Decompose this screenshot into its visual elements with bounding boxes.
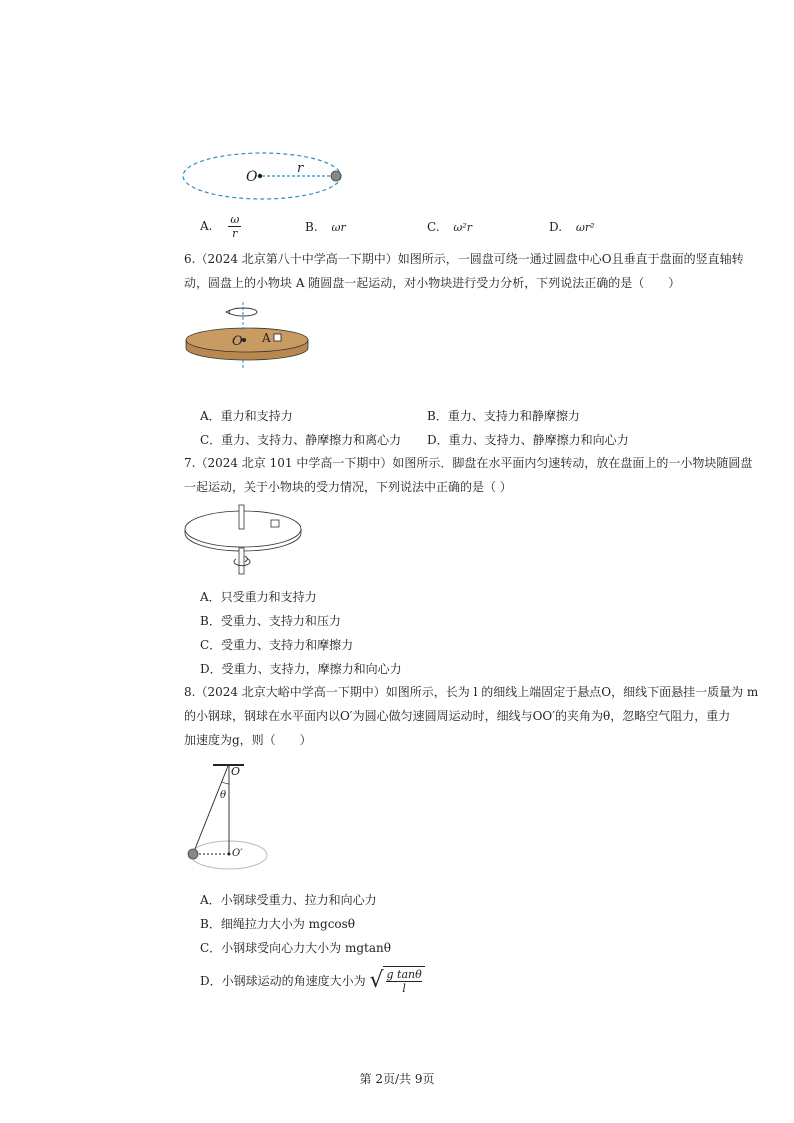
q6-option-b[interactable]: B．重力、支持力和静摩擦力	[427, 409, 580, 423]
center-dot	[228, 853, 231, 856]
q8-option-d[interactable]: D．小钢球运动的角速度大小为 √ $\frac{\text{g tanθ}}{l}$	[200, 966, 425, 995]
fraction: $\frac{\omega}{r}$	[230, 213, 240, 240]
q8-text-line1: 8.（2024 北京大峪中学高一下期中）如图所示，长为 l 的细线上端固定于悬点O，细线下面悬挂一质量为 m	[184, 685, 759, 699]
q8-text-line2: 的小钢球，钢球在水平面内以O′为圆心做匀速圆周运动时，细线与OO′的夹角为θ，忽略空气阻力，重力	[184, 709, 731, 723]
block	[271, 520, 279, 527]
q8-option-b[interactable]: B．细绳拉力大小为 mgcosθ	[200, 917, 356, 931]
q5-option-d[interactable]: D. ωr²	[549, 220, 595, 234]
page-footer: 第 2页/共 9页	[359, 1072, 435, 1086]
shaft-top	[239, 505, 244, 529]
q6-option-d[interactable]: D．重力、支持力、静摩擦力和向心力	[427, 433, 629, 447]
q6-text-line1: 6.（2024 北京第八十中学高一下期中）如图所示，一圆盘可绕一通过圆盘中心O且垂直于盘面的竖直轴转	[184, 252, 744, 266]
center-label: O	[246, 169, 258, 185]
angle-arc	[222, 782, 229, 784]
block	[274, 334, 281, 341]
sqrt-radicand: $\frac{\text{g tanθ}}{l}$	[383, 966, 424, 995]
q8-figure	[182, 758, 272, 876]
q7-option-a[interactable]: A．只受重力和支持力	[200, 590, 317, 604]
q6-option-c[interactable]: C．重力、支持力、静摩擦力和离心力	[200, 433, 402, 447]
shaft-bottom	[239, 548, 244, 574]
center-dot	[258, 174, 262, 178]
q7-text-line1: 7.（2024 北京 101 中学高一下期中）如图所示．脚盘在水平面内匀速转动，放在盘面上的一小物块随圆盘	[184, 456, 753, 470]
center-label: O	[232, 334, 243, 349]
q5-option-b[interactable]: B. ωr	[305, 220, 346, 234]
radius-label: r	[297, 161, 304, 176]
q7-figure	[182, 503, 306, 579]
q8-option-a[interactable]: A．小钢球受重力、拉力和向心力	[200, 893, 377, 907]
q6-text-line2: 动，圆盘上的小物块 A 随圆盘一起运动，对小物块进行受力分析，下列说法正确的是（ ）	[184, 276, 681, 290]
ball	[188, 849, 198, 859]
disk-top	[186, 328, 308, 352]
q7-text-line2: 一起运动，关于小物块的受力情况，下列说法中正确的是（ ）	[184, 480, 512, 494]
q7-option-d[interactable]: D．受重力、支持力，摩擦力和向心力	[200, 662, 402, 676]
q6-figure	[182, 300, 312, 370]
q8-option-c[interactable]: C．小钢球受向心力大小为 mgtanθ	[200, 941, 391, 955]
q5-option-a[interactable]: A. $\frac{\omega}{r}$	[200, 213, 240, 240]
arrowhead-icon	[245, 556, 248, 562]
q5-option-c[interactable]: C. ω²r	[427, 220, 473, 234]
block-label: A	[262, 331, 271, 345]
bottom-label: O′	[232, 848, 243, 859]
q6-option-a[interactable]: A．重力和支持力	[200, 409, 293, 423]
q5-figure	[180, 148, 350, 204]
q7-option-c[interactable]: C．受重力、支持力和摩擦力	[200, 638, 354, 652]
top-label: O	[231, 765, 241, 778]
angle-label: θ	[220, 790, 227, 801]
q8-text-line3: 加速度为g，则（ ）	[184, 733, 312, 747]
sqrt-sign: √	[369, 967, 384, 993]
q7-option-b[interactable]: B．受重力、支持力和压力	[200, 614, 341, 628]
ball	[331, 171, 341, 181]
